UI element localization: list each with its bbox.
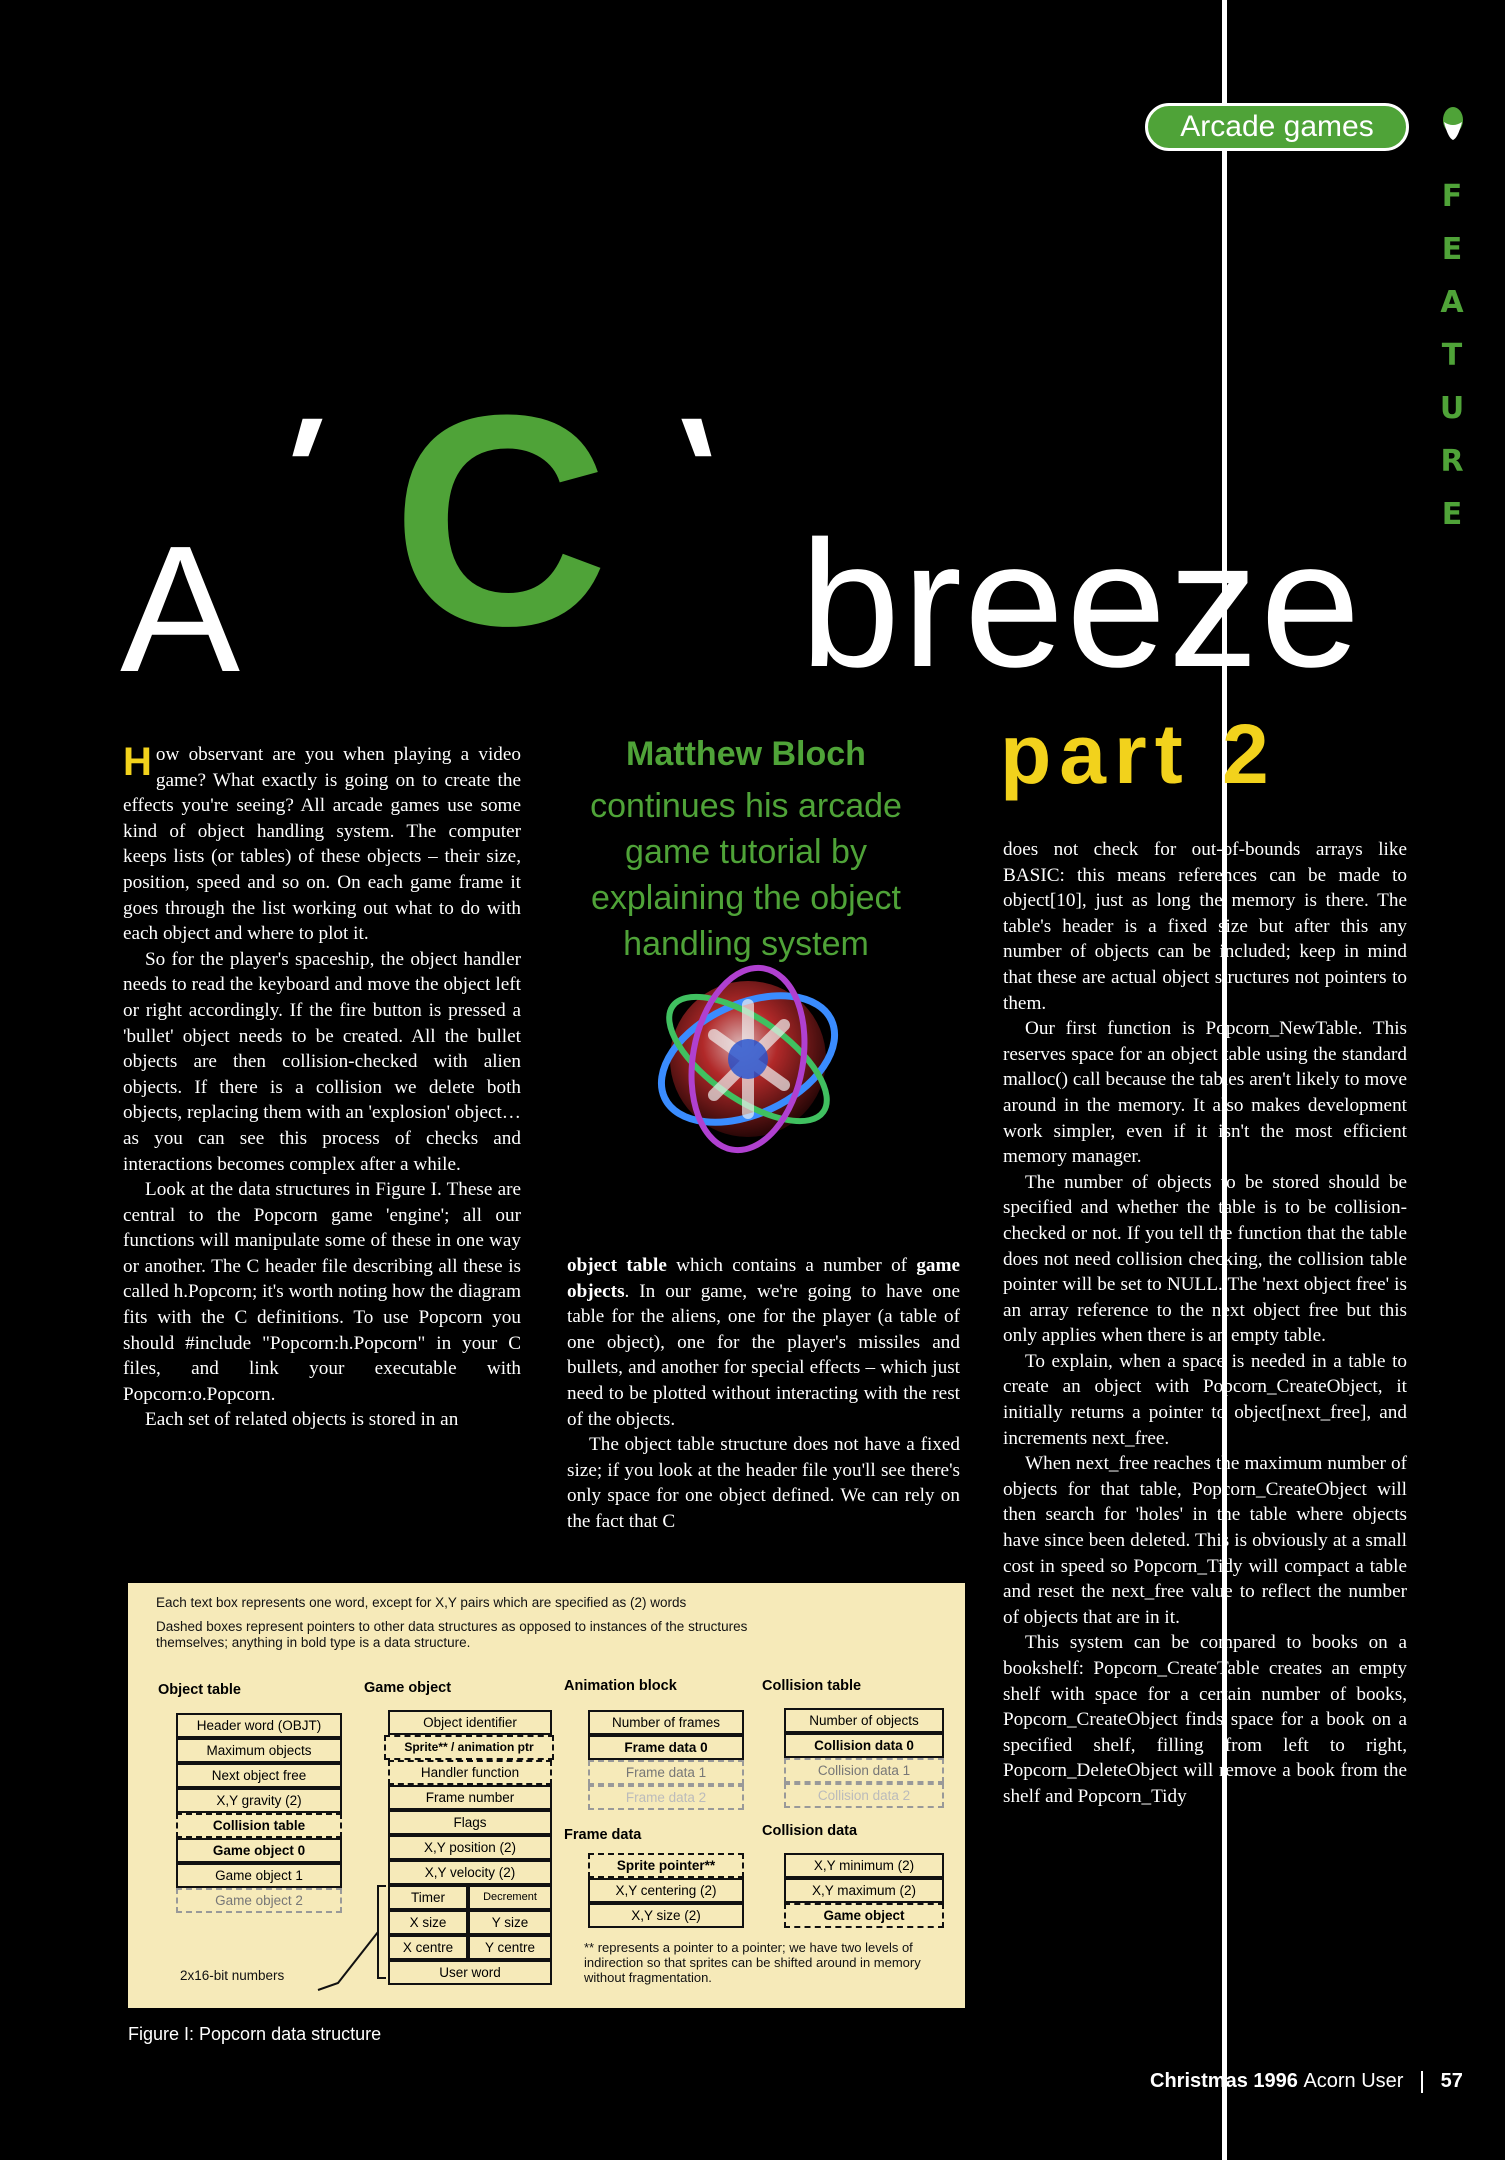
game-object-field: X centre <box>388 1935 468 1960</box>
game-object-field: Handler function <box>388 1760 552 1785</box>
game-object-field: User word <box>388 1960 552 1985</box>
feature-vertical-label <box>1432 170 1472 541</box>
paragraph: does not check for out-of-bounds arrays like BASIC: this means references can be made to object[10], just as long the memory is there. The table's header is a fixed size but after this any number of objects can be included; keep in mind that these are actual object structures not pointers to them. <box>1003 839 1407 1014</box>
animation-block-field: Frame data 0 <box>588 1735 744 1760</box>
paragraph: The object table structure does not have a fixed size; if you look at the header file you'll see there's only space for one object defined. We can rely on the fact that C <box>567 1434 960 1532</box>
feature-letter: E <box>1441 232 1463 267</box>
game-object-field: Flags <box>388 1810 552 1835</box>
paragraph: Each set of related objects is stored in an <box>145 1409 459 1431</box>
frame-data-field: X,Y size (2) <box>588 1903 744 1928</box>
paragraph <box>123 742 521 947</box>
figure-note: Dashed boxes represent pointers to other data structures as opposed to instances of the structures themselves; anything in bold type is a data structure. <box>156 1619 748 1650</box>
animation-block-field: Frame data 2 <box>588 1785 744 1810</box>
game-object-field: Decrement <box>468 1885 552 1910</box>
title-quote-close: ' <box>662 386 753 554</box>
paragraph: The number of objects to be stored should be specified and whether the table is to be collision-checked or not. If you tell the function that the table does not need collision checking, the collision table pointer will be set to NULL. The 'next object free' is an array reference to the next object free but this only applies when there is an empty table. <box>1003 1171 1407 1347</box>
game-object-field: Y centre <box>468 1935 552 1960</box>
object-table-field: Maximum objects <box>176 1738 342 1763</box>
animation-block-field: Frame data 1 <box>588 1760 744 1785</box>
game-object-field: X,Y position (2) <box>388 1835 552 1860</box>
paragraph-text: . In our game, we're going to have one table for the aliens, one for the player (a table of one object), one for the player's missiles and bullets, and another for special effects – which just need to be plotted without interacting with the rest of the objects. <box>567 1280 960 1430</box>
object-table-field: Collision table <box>176 1813 342 1838</box>
bold-term: object table <box>567 1255 667 1276</box>
collision-data-field: X,Y maximum (2) <box>784 1878 944 1903</box>
game-object-field: X,Y velocity (2) <box>388 1860 552 1885</box>
object-table-field: Game object 2 <box>176 1888 342 1913</box>
feature-letter: A <box>1440 285 1464 320</box>
body-column-1 <box>123 742 521 1433</box>
object-table-field: Next object free <box>176 1763 342 1788</box>
figure-heading: Collision table <box>762 1678 862 1694</box>
issue-date: Christmas 1996 <box>1150 2070 1298 2092</box>
object-table-field: Header word (OBJT) <box>176 1713 342 1738</box>
figure-caption: Figure I: Popcorn data structure <box>128 2024 382 2044</box>
collision-data-field: X,Y minimum (2) <box>784 1853 944 1878</box>
paragraph: So for the player's spaceship, the object handler needs to read the keyboard and move the object left or right accordingly. If the fire button is pressed a 'bullet' object needs to be created. All the bullet objects are then collision-checked with alien objects. If there is a collision we delete both objects, replacing them with an 'explosion' object… as you can see this process of checks and interactions becomes complex after a while. <box>123 948 521 1175</box>
frame-data-field: Sprite pointer** <box>588 1853 744 1878</box>
page-number: 57 <box>1440 2070 1463 2092</box>
game-object-field: Object identifier <box>388 1710 552 1735</box>
title-part: part 2 <box>1000 707 1277 801</box>
paragraph: Our first function is Popcorn_NewTable. This reserves space for an object table using the standard malloc() call because the tables aren't likely to move around in the memory. It also makes development work simpler, even if it isn't the most efficient memory manager. <box>1003 1018 1407 1168</box>
title-c: C <box>392 352 609 688</box>
body-column-2 <box>567 1253 960 1535</box>
collision-table-field: Collision data 1 <box>784 1758 944 1783</box>
author-name: Matthew Bloch <box>626 735 866 773</box>
paragraph: This system can be compared to books on a bookshelf: Popcorn_CreateTable creates an empty shelf with space for a certain number of books, Popcorn_CreateObject finds space for a book on a specified shelf, filling from left to right, Popcorn_DeleteObject will remove a book from the shelf and Popcorn_Tidy <box>1003 1632 1407 1807</box>
magazine-name: Acorn User <box>1303 2070 1404 2092</box>
figure-heading: Object table <box>158 1682 241 1698</box>
title-a: A <box>120 509 241 710</box>
footer-divider <box>1421 2071 1423 2093</box>
paragraph-text: ow observant are you when playing a video game? What exactly is going on to create the effects you're seeing? All arcade games use some kind of object handling system. The computer keeps lists (or tables) of these objects – their size, position, speed and so on. On each game frame it goes through the list working out what to do with each object and where to plot it. <box>123 744 521 945</box>
collision-table-field: Collision data 0 <box>784 1733 944 1758</box>
title-quote-open: ' <box>250 386 341 554</box>
object-table-field: Game object 0 <box>176 1838 342 1863</box>
paragraph: To explain, when a space is needed in a table to create an object with Popcorn_CreateObject, it initially returns a pointer to object[next_free], and increments next_free. <box>1003 1350 1407 1449</box>
figure-note: Each text box represents one word, except for X,Y pairs which are specified as (2) words <box>156 1595 687 1610</box>
figure-heading: Animation block <box>564 1678 677 1694</box>
figure-label-16bit: 2x16-bit numbers <box>180 1968 285 1983</box>
paragraph-text: which contains a number of <box>666 1255 917 1276</box>
game-object-field: Timer <box>388 1885 468 1910</box>
page-footer <box>1150 2070 1463 2093</box>
leaf-icon <box>1440 106 1466 142</box>
paragraph: Look at the data structures in Figure I. These are central to the Popcorn game 'engine'; all our functions will manipulate some of these in one way or another. The C header file describing all these is called h.Popcorn; it's worth noting how the diagram fits with the C definitions. To use Popcorn you should #include "Popcorn:h.Popcorn" in your C files, and link your executable with Popcorn:o.Popcorn. <box>123 1179 521 1405</box>
paragraph <box>567 1253 960 1432</box>
feature-letter: R <box>1440 444 1464 479</box>
game-object-field: Y size <box>468 1910 552 1935</box>
sphere-illustration <box>634 945 862 1173</box>
body-column-3 <box>1003 837 1407 1810</box>
figure-heading: Game object <box>364 1680 452 1696</box>
game-object-field: Frame number <box>388 1785 552 1810</box>
bracket-arrow-icon <box>298 1878 388 1998</box>
figure-footnote: ** represents a pointer to a pointer; we have two levels of indirection so that sprites can be shifted around in memory without fragmentation. <box>584 1940 921 1985</box>
object-table-field: X,Y gravity (2) <box>176 1788 342 1813</box>
figure-heading: Collision data <box>762 1823 858 1839</box>
figure-heading: Frame data <box>564 1827 642 1843</box>
feature-letter: T <box>1441 338 1463 373</box>
bold-term: game objects <box>567 1255 960 1302</box>
figure-diagram <box>128 1583 965 2008</box>
frame-data-field: X,Y centering (2) <box>588 1878 744 1903</box>
collision-table-field: Number of objects <box>784 1708 944 1733</box>
animation-block-field: Number of frames <box>588 1710 744 1735</box>
feature-letter: U <box>1439 391 1465 426</box>
paragraph: When next_free reaches the maximum number of objects for that table, Popcorn_CreateObject will then search for 'holes' in the table where objects have since been deleted. This is obviously at a small cost in speed so Popcorn_Tidy will compact a table and reset the next_free value to reflect the number of objects that are in it. <box>1003 1453 1407 1628</box>
section-label: Arcade games <box>1145 103 1409 151</box>
feature-letter: F <box>1441 179 1463 214</box>
game-object-field: X size <box>388 1910 468 1935</box>
drop-cap: H <box>123 740 152 784</box>
game-object-field: Sprite** / animation ptr <box>384 1735 554 1760</box>
collision-data-field: Game object <box>784 1903 944 1928</box>
feature-letter: E <box>1441 497 1463 532</box>
title-breeze: breeze <box>800 504 1363 705</box>
collision-table-field: Collision data 2 <box>784 1783 944 1808</box>
standfirst-text: continues his arcade game tutorial by explaining the object handling system <box>590 787 902 963</box>
object-table-field: Game object 1 <box>176 1863 342 1888</box>
